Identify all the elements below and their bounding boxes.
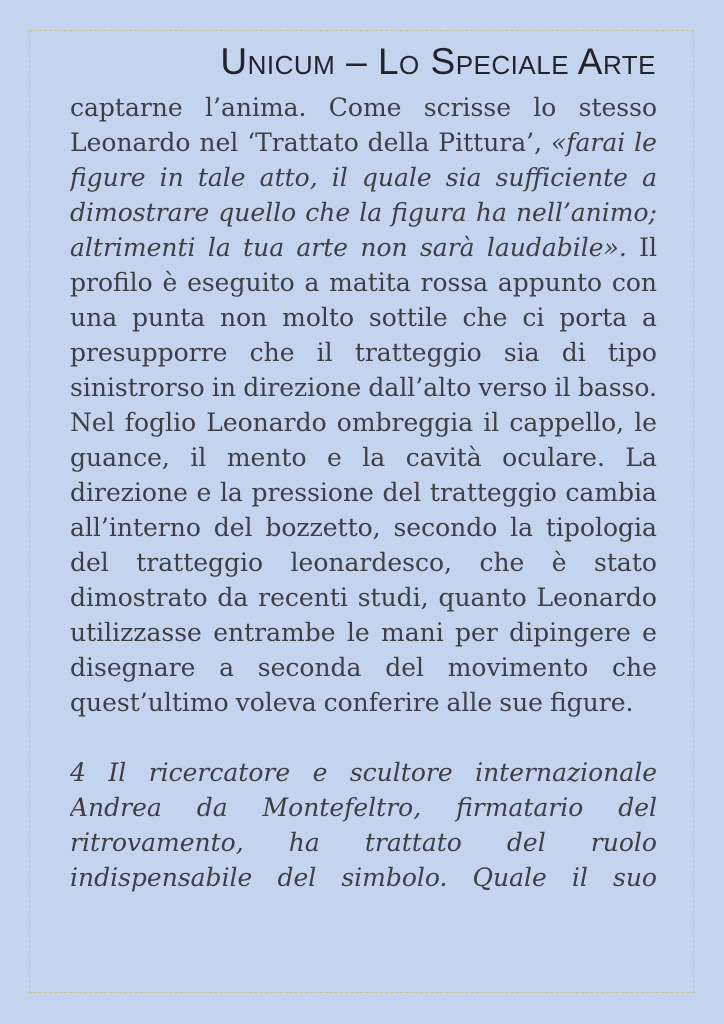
word: ombreggia [336,408,474,437]
word: tipologia [545,513,657,542]
word: Pittura’, [438,128,543,157]
word: ha [475,198,507,227]
word: laudabile». [486,233,627,262]
word: captarne [70,93,183,122]
word: porta [559,303,628,332]
word: presupporre [70,338,228,367]
footnote-line [70,790,657,825]
word: sinistrorso [70,373,205,402]
text-line [70,335,657,370]
word: e [327,443,342,472]
word: mani [380,618,444,647]
word: tratteggio [136,548,264,577]
word: Quale [472,863,547,892]
word: verso [478,373,548,402]
footnote [70,755,657,895]
word: e [312,758,328,787]
word: stato [594,548,657,577]
word: di [561,338,586,367]
footnote-line [70,825,657,860]
word: sarà [419,233,475,262]
word: dall’alto [368,373,472,402]
word: guance, [70,443,170,472]
word: la [510,513,534,542]
word: indispensabile [70,863,253,892]
word: Il [639,233,657,262]
word: e [196,478,212,507]
word: cavità [405,443,482,472]
word: sue [499,688,543,717]
word: è [551,548,567,577]
text-line [70,475,657,510]
word: l’anima. [205,93,307,122]
text-line [70,685,657,720]
word: la [207,233,231,262]
text-line [70,405,657,440]
word: Andrea [70,793,162,822]
word: il [331,163,348,192]
word: e [642,618,657,647]
word: tratteggio [354,338,482,367]
word: sia [503,338,540,367]
text-line [70,545,657,580]
word: rossa [420,268,489,297]
word: le [346,618,370,647]
word: suo [612,863,657,892]
word: Montefeltro, [262,793,422,822]
word: che [612,653,657,682]
text-line [70,160,657,195]
word: del [618,793,657,822]
word: firmatario [456,793,584,822]
word: secondo [393,513,498,542]
word: figura [391,198,467,227]
word: scrisse [423,93,511,122]
word: il [483,408,500,437]
word: pressione [251,478,374,507]
word: a [642,303,657,332]
text-line [70,125,657,160]
word: quanto [438,583,527,612]
word: voleva [235,688,317,717]
word: profilo [70,268,153,297]
word: dipingere [509,618,631,647]
text-line [70,580,657,615]
word: per [455,618,498,647]
word: non [360,233,408,262]
word: che [462,303,508,332]
word: è [162,268,178,297]
text-line [70,195,657,230]
word: Leonardo [536,583,657,612]
text-line [70,650,657,685]
word: recenti [258,583,348,612]
text-line [70,265,657,300]
word: punta [131,303,206,332]
word: bozzetto, [265,513,381,542]
text-line [70,615,657,650]
word: le [634,408,657,437]
word: cappello, [509,408,625,437]
word: del [213,513,253,542]
word: sia [445,163,482,192]
word: del [506,828,546,857]
word: disegnare [70,653,196,682]
text-line [70,300,657,335]
word: conferire [323,688,440,717]
footnote-line [70,860,657,895]
word: 4 [70,758,86,787]
word: quale [361,163,432,192]
word: da [196,793,228,822]
word: foglio [124,408,197,437]
word: atto, [259,163,318,192]
word: una [70,303,118,332]
word: entrambe [213,618,336,647]
word: direzione [70,478,188,507]
word: in [211,373,237,402]
word: dimostrato [70,583,208,612]
word: della [367,128,430,157]
word: che [305,198,351,227]
text-line [70,370,657,405]
word: la [362,443,386,472]
word: quello [218,198,297,227]
word: «farai [550,128,626,157]
text-line [70,440,657,475]
word: internazionale [475,758,657,787]
word: del [382,478,422,507]
word: il [571,863,588,892]
word: il [190,443,207,472]
word: eseguito [187,268,295,297]
word: del [277,863,317,892]
word: molto [282,303,355,332]
word: la [359,198,383,227]
word: sufficiente [495,163,628,192]
page-header-title: Unicum – Lo Speciale Arte [220,41,656,82]
word: altrimenti [70,233,196,262]
word: ricercatore [148,758,291,787]
word: che [479,548,525,577]
word: matita [329,268,411,297]
word: mento [226,443,307,472]
text-line [70,90,657,125]
word: Come [328,93,402,122]
word: studi, [357,583,429,612]
word: ‘Trattato [247,128,359,157]
word: basso. [577,373,657,402]
word: alle [446,688,493,717]
word: Nel [70,408,115,437]
word: appunto [497,268,603,297]
word: ha [288,828,320,857]
word: arte [296,233,349,262]
word: sottile [368,303,448,332]
word: ci [522,303,545,332]
word: leonardesco, [290,548,452,577]
word: Leonardo [206,408,327,437]
word: seconda [257,653,362,682]
word: a [642,163,657,192]
word: simbolo. [341,863,448,892]
word: ritrovamento, [70,828,244,857]
word: tipo [607,338,657,367]
word: la [219,478,243,507]
word: La [625,443,657,472]
word: il [316,338,333,367]
text-line [70,230,657,265]
word: lo [533,93,557,122]
word: cambia [565,478,657,507]
word: oculare. [502,443,605,472]
word: del [70,548,109,577]
word: figure. [549,688,634,717]
word: tratteggio [429,478,557,507]
word: trattato [364,828,462,857]
word: movimento [447,653,589,682]
word: tale [197,163,246,192]
word: figure [70,163,146,192]
word: nell’animo; [515,198,657,227]
word: scultore [349,758,453,787]
word: nel [199,128,239,157]
word: a [219,653,235,682]
word: tua [243,233,285,262]
word: il [554,373,571,402]
word: all’interno [70,513,201,542]
word: ruolo [590,828,657,857]
word: le [634,128,657,157]
footnote-line [70,755,657,790]
word: Il [108,758,127,787]
word: che [249,338,295,367]
word: Leonardo [70,128,191,157]
word: a [304,268,320,297]
word: da [217,583,249,612]
word: in [159,163,184,192]
word: direzione [243,373,362,402]
word: quest’ultimo [70,688,229,717]
word: del [385,653,424,682]
word: con [611,268,657,297]
word: non [220,303,268,332]
text-line [70,510,657,545]
word: dimostrare [70,198,210,227]
word: utilizzasse [70,618,202,647]
body-text [70,90,657,720]
word: stesso [578,93,657,122]
